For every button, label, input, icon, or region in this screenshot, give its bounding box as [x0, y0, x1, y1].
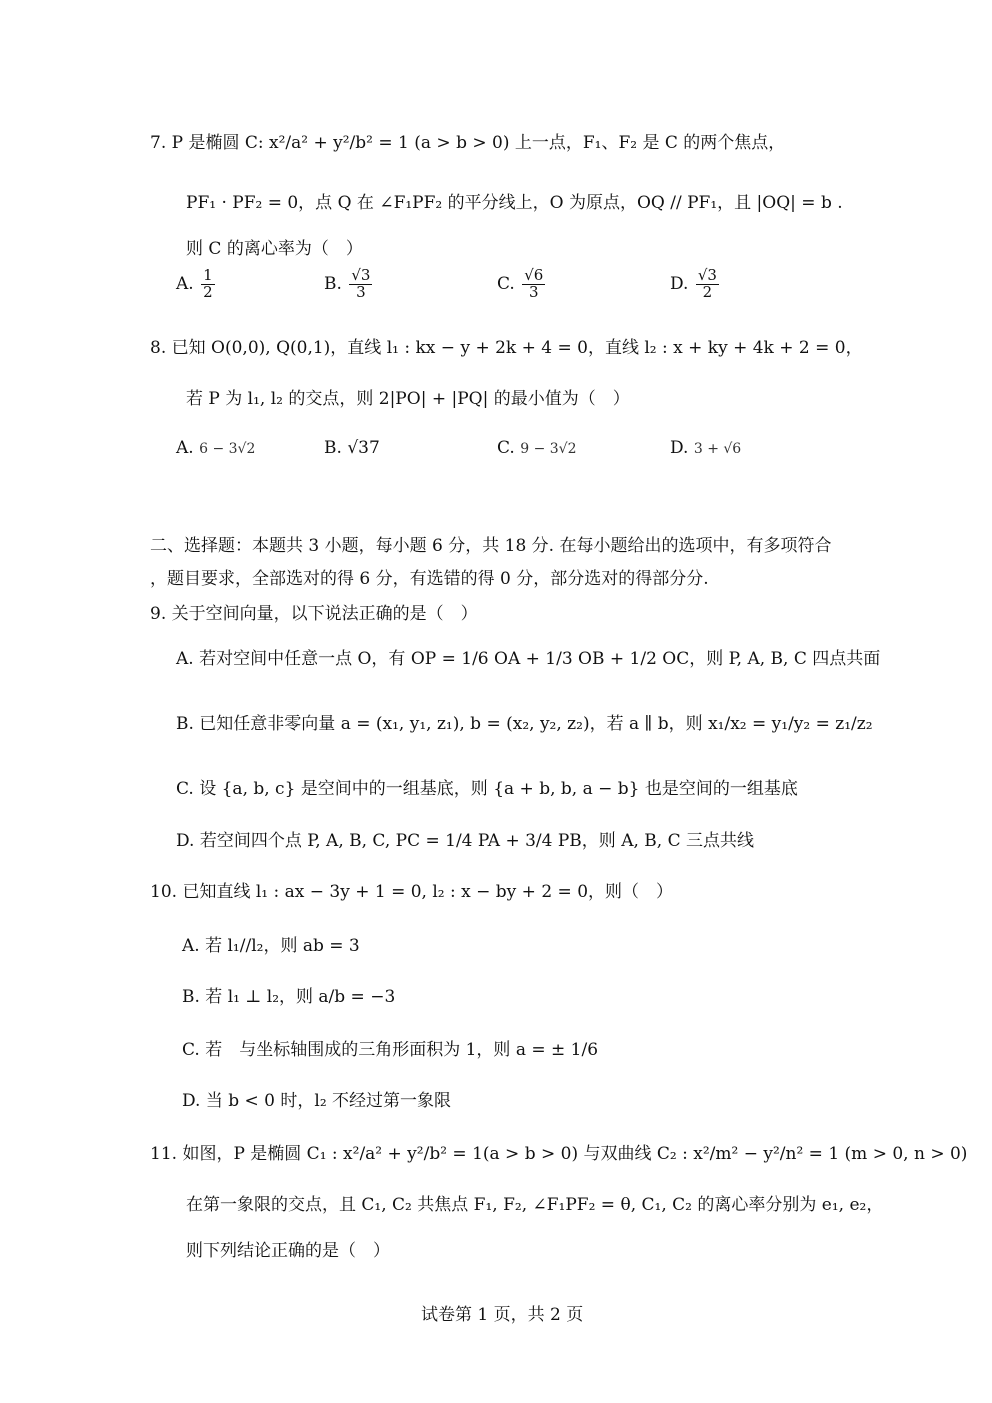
q7-line2: PF₁ · PF₂ = 0，点 Q 在 ∠F₁PF₂ 的平分线上，O 为原点，OQ // PF₁，且 |OQ| = b .: [186, 193, 843, 213]
q8-option-c: [497, 438, 577, 458]
option-text: √37: [347, 438, 380, 458]
section2-line1: 二、选择题：本题共 3 小题，每小题 6 分，共 18 分. 在每小题给出的选项中，有多项符合: [150, 536, 832, 556]
q8-line2: 若 P 为 l₁, l₂ 的交点，则 2|PO| + |PQ| 的最小值为（ ）: [186, 389, 630, 409]
q9-option-c: C. 设 {a, b, c} 是空间中的一组基底，则 {a + b, b, a − b} 也是空间的一组基底: [176, 779, 798, 799]
q10-option-c: C. 若 与坐标轴围成的三角形面积为 1，则 a = ± 1/6: [182, 1040, 599, 1060]
q8-option-a: [176, 438, 255, 458]
q9-option-d: D. 若空间四个点 P, A, B, C, PC = 1/4 PA + 3/4 PB，则 A, B, C 三点共线: [176, 831, 754, 851]
q10-option-b: B. 若 l₁ ⊥ l₂，则 a/b = −3: [182, 987, 396, 1007]
q9-option-a: A. 若对空间中任意一点 O，有 OP = 1/6 OA + 1/3 OB + 1/2 OC，则 P, A, B, C 四点共面: [176, 649, 881, 669]
q8-option-b: [324, 438, 380, 458]
q7-option-d: D. $\frac{√3}{2}$: [670, 266, 717, 301]
q11-line2: 在第一象限的交点，且 C₁, C₂ 共焦点 F₁, F₂, ∠F₁PF₂ = θ, C₁, C₂ 的离心率分别为 e₁, e₂，: [186, 1195, 884, 1215]
option-label: A.: [176, 438, 194, 458]
option-label: C.: [497, 438, 515, 458]
option-text: 6 − 3√2: [199, 441, 256, 457]
option-label: B.: [324, 273, 342, 294]
q8-option-d: [670, 438, 741, 458]
q7-option-b: B. $\frac{√3}{3}$: [324, 266, 371, 301]
option-label: C.: [497, 273, 515, 294]
option-text: 3 + √6: [693, 441, 742, 457]
option-label: B.: [324, 438, 342, 458]
q7-option-a: A. $\frac{1}{2}$: [176, 266, 213, 301]
q9-stem: 9. 关于空间向量，以下说法正确的是（ ）: [150, 604, 478, 624]
section2-line2: ，题目要求，全部选对的得 6 分，有选错的得 0 分，部分选对的得部分分.: [150, 569, 709, 589]
option-label: A.: [176, 273, 194, 294]
q10-option-a: A. 若 l₁//l₂，则 ab = 3: [182, 936, 360, 956]
q7-line1: 7. P 是椭圆 C: x²/a² + y²/b² = 1 (a > b > 0) 上一点，F₁、F₂ 是 C 的两个焦点，: [150, 133, 786, 153]
q11-line3: 则下列结论正确的是（ ）: [186, 1241, 390, 1261]
option-label: D.: [670, 438, 689, 458]
option-label: D.: [670, 273, 689, 294]
q7-line3: 则 C 的离心率为（ ）: [186, 239, 363, 259]
page-footer: 试卷第 1 页，共 2 页: [421, 1305, 584, 1325]
q10-option-d: D. 当 b < 0 时，l₂ 不经过第一象限: [182, 1091, 452, 1111]
option-text: 9 − 3√2: [520, 441, 577, 457]
q8-line1: 8. 已知 O(0,0), Q(0,1)，直线 l₁ : kx − y + 2k + 4 = 0，直线 l₂ : x + ky + 4k + 2 = 0，: [150, 338, 863, 358]
q9-option-b: B. 已知任意非零向量 a = (x₁, y₁, z₁), b = (x₂, y₂, z₂)，若 a ∥ b，则 x₁/x₂ = y₁/y₂ = z₁/z₂: [176, 714, 873, 734]
q7-option-c: C. $\frac{√6}{3}$: [497, 266, 544, 301]
q10-stem: 10. 已知直线 l₁ : ax − 3y + 1 = 0, l₂ : x − by + 2 = 0，则（ ）: [150, 882, 674, 902]
q11-line1: 11. 如图，P 是椭圆 C₁ : x²/a² + y²/b² = 1(a > b > 0) 与双曲线 C₂ : x²/m² − y²/n² = 1 (m > 0, n > 0): [150, 1144, 968, 1164]
